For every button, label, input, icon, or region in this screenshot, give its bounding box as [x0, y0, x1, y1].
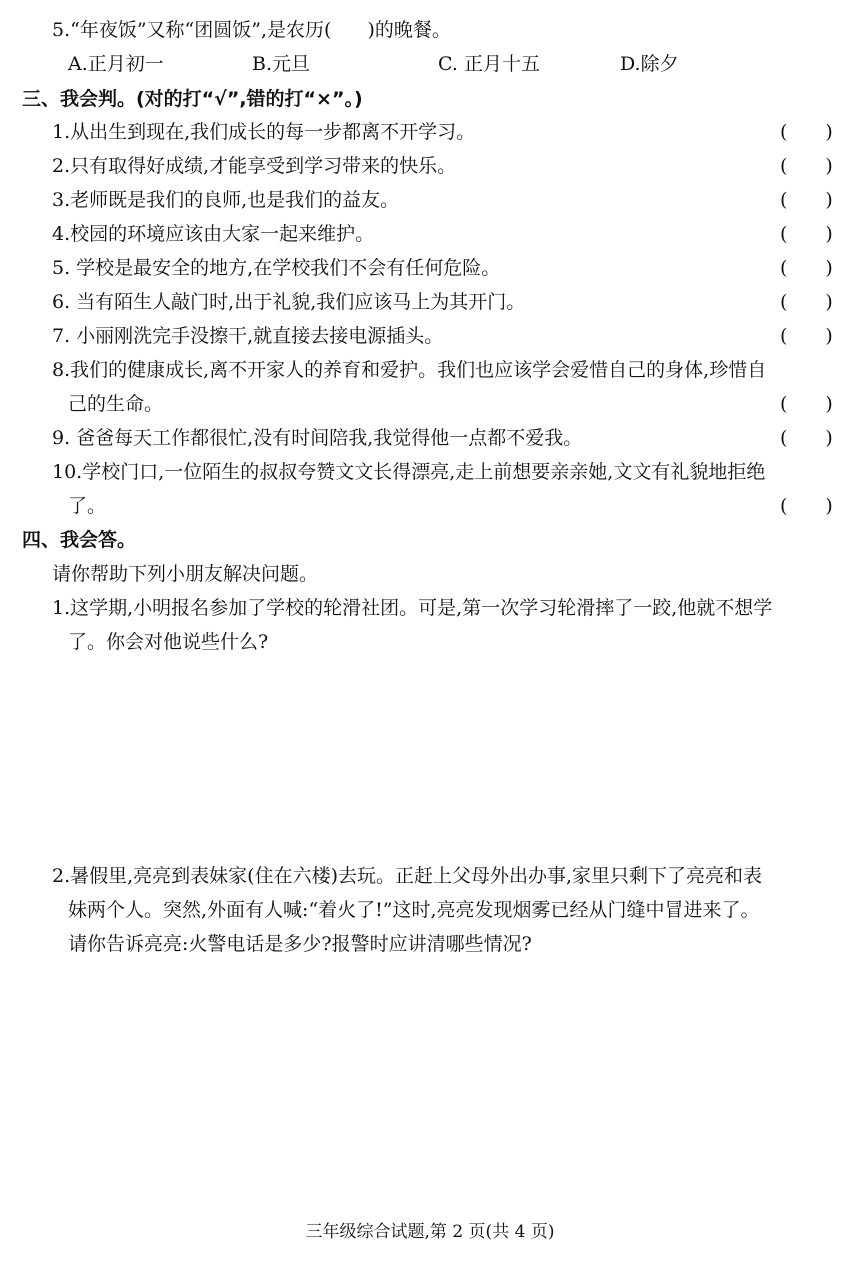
judge-answer-4[interactable]: ( ) [780, 223, 833, 245]
answer-q2-line3: 请你告诉亮亮:火警电话是多少?报警时应讲清哪些情况? [68, 933, 532, 955]
judge-answer-8[interactable]: ( ) [780, 393, 833, 415]
answer-q1-line2: 了。你会对他说些什么? [68, 631, 269, 653]
judge-answer-9[interactable]: ( ) [780, 427, 833, 449]
judge-item-5: 5. 学校是最安全的地方,在学校我们不会有任何危险。 [52, 257, 501, 279]
judge-item-10: 10.学校门口,一位陌生的叔叔夸赞文文长得漂亮,走上前想要亲亲她,文文有礼貌地拒绝 [52, 461, 766, 483]
answer-q1-line1: 1.这学期,小明报名参加了学校的轮滑社团。可是,第一次学习轮滑摔了一跤,他就不想学 [52, 597, 773, 619]
section3-title: 三、我会判。(对的打“√”,错的打“×”。) [22, 88, 363, 110]
answer-q2-line2: 妹两个人。突然,外面有人喊:“着火了!”这时,亮亮发现烟雾已经从门缝中冒进来了。 [68, 899, 760, 921]
judge-answer-7[interactable]: ( ) [780, 325, 833, 347]
judge-item-4: 4.校园的环境应该由大家一起来维护。 [52, 223, 375, 245]
judge-item-1: 1.从出生到现在,我们成长的每一步都离不开学习。 [52, 121, 476, 143]
judge-answer-2[interactable]: ( ) [780, 155, 833, 177]
q5-option-a[interactable]: A.正月初一 [68, 53, 164, 75]
judge-answer-5[interactable]: ( ) [780, 257, 833, 279]
judge-answer-10[interactable]: ( ) [780, 495, 833, 517]
judge-item-6: 6. 当有陌生人敲门时,出于礼貌,我们应该马上为其开门。 [52, 291, 526, 313]
answer-q2-line1: 2.暑假里,亮亮到表妹家(住在六楼)去玩。正赶上父母外出办事,家里只剩下了亮亮和表 [52, 865, 763, 887]
judge-answer-3[interactable]: ( ) [780, 189, 833, 211]
judge-item-2: 2.只有取得好成绩,才能享受到学习带来的快乐。 [52, 155, 457, 177]
judge-item-8: 8.我们的健康成长,离不开家人的养育和爱护。我们也应该学会爱惜自己的身体,珍惜自 [52, 359, 767, 381]
q5-option-c[interactable]: C. 正月十五 [438, 53, 540, 75]
answer-q2-space[interactable] [52, 966, 842, 1206]
judge-item-9: 9. 爸爸每天工作都很忙,没有时间陪我,我觉得他一点都不爱我。 [52, 427, 583, 449]
q5-stem-pre: 5.“年夜饭”又称“团圆饭”,是农历( [52, 19, 332, 41]
page-footer: 三年级综合试题,第 2 页(共 4 页) [305, 1222, 555, 1242]
judge-item-7: 7. 小丽刚洗完手没擦干,就直接去接电源插头。 [52, 325, 444, 347]
judge-answer-1[interactable]: ( ) [780, 121, 833, 143]
judge-item-3: 3.老师既是我们的良师,也是我们的益友。 [52, 189, 400, 211]
section4-intro: 请你帮助下列小朋友解决问题。 [52, 563, 319, 585]
q5-option-b[interactable]: B.元旦 [252, 53, 311, 75]
q5-stem-post: )的晚餐。 [367, 19, 451, 41]
section4-title: 四、我会答。 [22, 529, 137, 551]
answer-q1-space[interactable] [52, 664, 842, 854]
judge-item-10-cont: 了。 [68, 495, 107, 517]
judge-answer-6[interactable]: ( ) [780, 291, 833, 313]
judge-item-8-cont: 己的生命。 [68, 393, 164, 415]
q5-stem [0, 18, 860, 42]
q5-option-d[interactable]: D.除夕 [620, 53, 679, 75]
